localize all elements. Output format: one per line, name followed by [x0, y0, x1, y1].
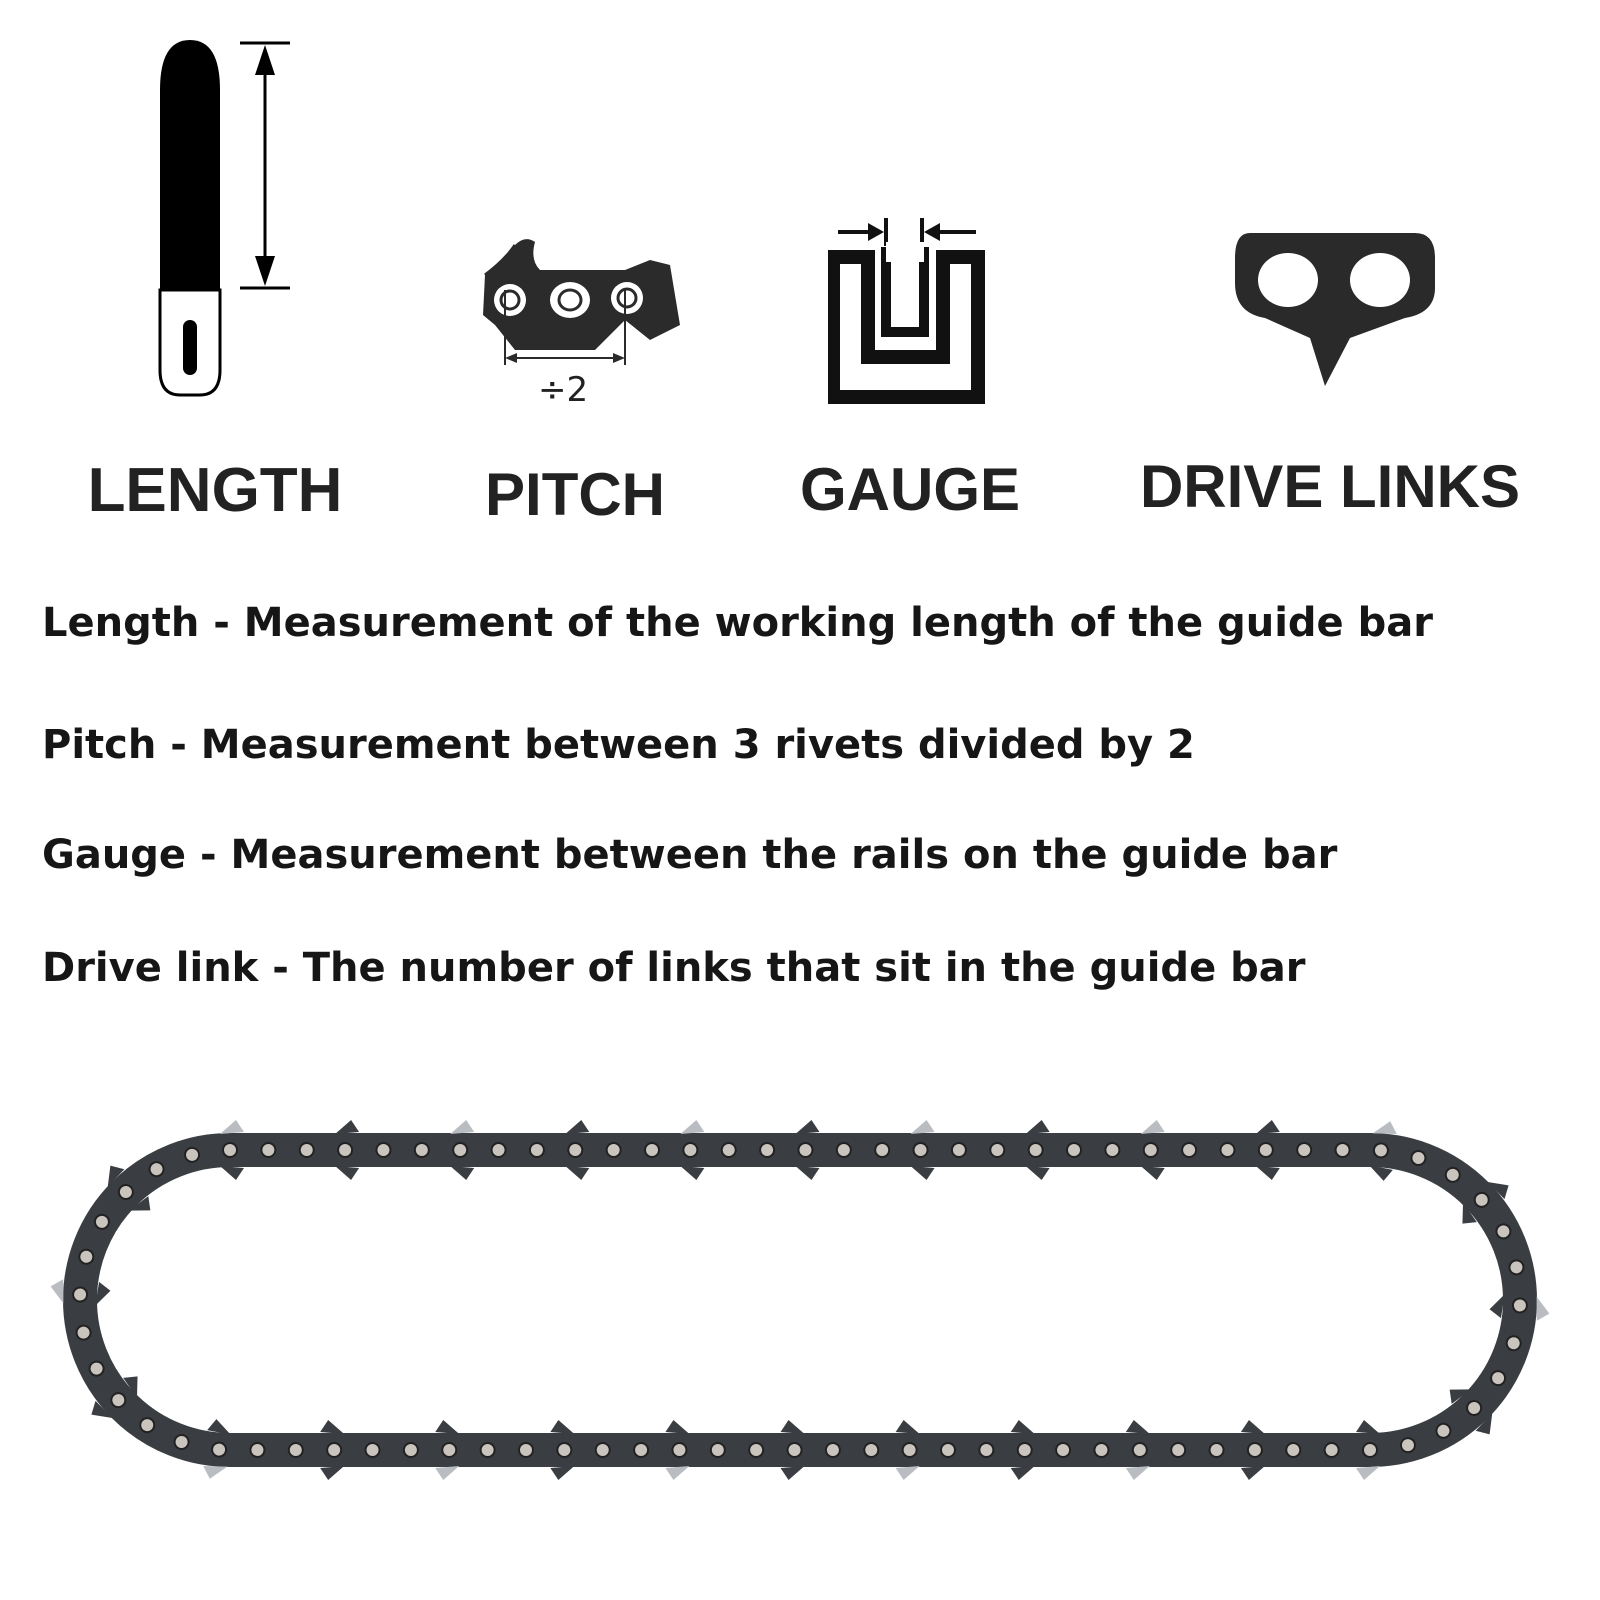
definition-separator: - [258, 945, 303, 991]
definition-term: Gauge [42, 832, 187, 878]
chain-link [837, 1143, 851, 1157]
chain-link [404, 1443, 418, 1457]
definition-length [42, 600, 1433, 646]
rail-groove-icon [828, 212, 988, 407]
chain-link [1056, 1443, 1070, 1457]
chain-link [1182, 1143, 1196, 1157]
chain-link [519, 1443, 533, 1457]
chain-link [1286, 1443, 1300, 1457]
chain-link [261, 1143, 275, 1157]
chain-link [607, 1143, 621, 1157]
chain-link [749, 1443, 763, 1457]
chain-link [722, 1143, 736, 1157]
chain-link [492, 1143, 506, 1157]
chain-link [376, 1143, 390, 1157]
chain-link [300, 1143, 314, 1157]
chain-link [979, 1443, 993, 1457]
chain-link [711, 1443, 725, 1457]
chainsaw-chain-loop-image [0, 1100, 1600, 1520]
chain-link [941, 1443, 955, 1457]
chain-link [366, 1443, 380, 1457]
chain-link [1336, 1143, 1350, 1157]
pitch-label: PITCH [485, 461, 665, 528]
chain-link [760, 1143, 774, 1157]
chain-link [530, 1143, 544, 1157]
definition-separator: - [156, 722, 201, 768]
gauge-label: GAUGE [799, 456, 1021, 523]
definition-gauge [42, 832, 1337, 878]
definition-term: Drive link [42, 945, 259, 991]
chain-link [481, 1443, 495, 1457]
chain-link [289, 1443, 303, 1457]
chain-link [250, 1443, 264, 1457]
chain-link [952, 1143, 966, 1157]
definition-drive-link [42, 945, 1305, 991]
definition-text: Measurement of the working length of the guide bar [243, 600, 1433, 646]
chain-link [1210, 1443, 1224, 1457]
chain-link [1067, 1143, 1081, 1157]
chain-link [990, 1143, 1004, 1157]
definition-term: Pitch [42, 722, 157, 768]
guide-bar-icon [140, 30, 320, 410]
definition-text: Measurement between 3 rivets divided by 2 [200, 722, 1195, 768]
chain-link [826, 1443, 840, 1457]
chain-link [864, 1443, 878, 1457]
chain-link [1171, 1443, 1185, 1457]
drive-links-label: DRIVE LINKS [1139, 453, 1521, 520]
definition-text: The number of links that sit in the guide bar [302, 945, 1306, 991]
length-label: LENGTH [87, 456, 343, 525]
chain-segment-icon [475, 230, 690, 380]
chain-link [875, 1143, 889, 1157]
chain-link [1297, 1143, 1311, 1157]
definition-separator: - [199, 600, 244, 646]
definition-pitch [42, 722, 1195, 768]
chain-link [415, 1143, 429, 1157]
definition-text: Measurement between the rails on the guide bar [230, 832, 1338, 878]
chain-link [1105, 1143, 1119, 1157]
chain-link [1094, 1443, 1108, 1457]
drive-link-icon [1230, 228, 1440, 393]
definition-term: Length [42, 600, 200, 646]
chain-link [1220, 1143, 1234, 1157]
definition-separator: - [186, 832, 231, 878]
chain-link [1325, 1443, 1339, 1457]
pitch-divide-note: ÷2 [538, 370, 589, 410]
chain-link [596, 1443, 610, 1457]
chain-link [645, 1143, 659, 1157]
chain-link [634, 1443, 648, 1457]
chain-band [80, 1150, 1520, 1450]
